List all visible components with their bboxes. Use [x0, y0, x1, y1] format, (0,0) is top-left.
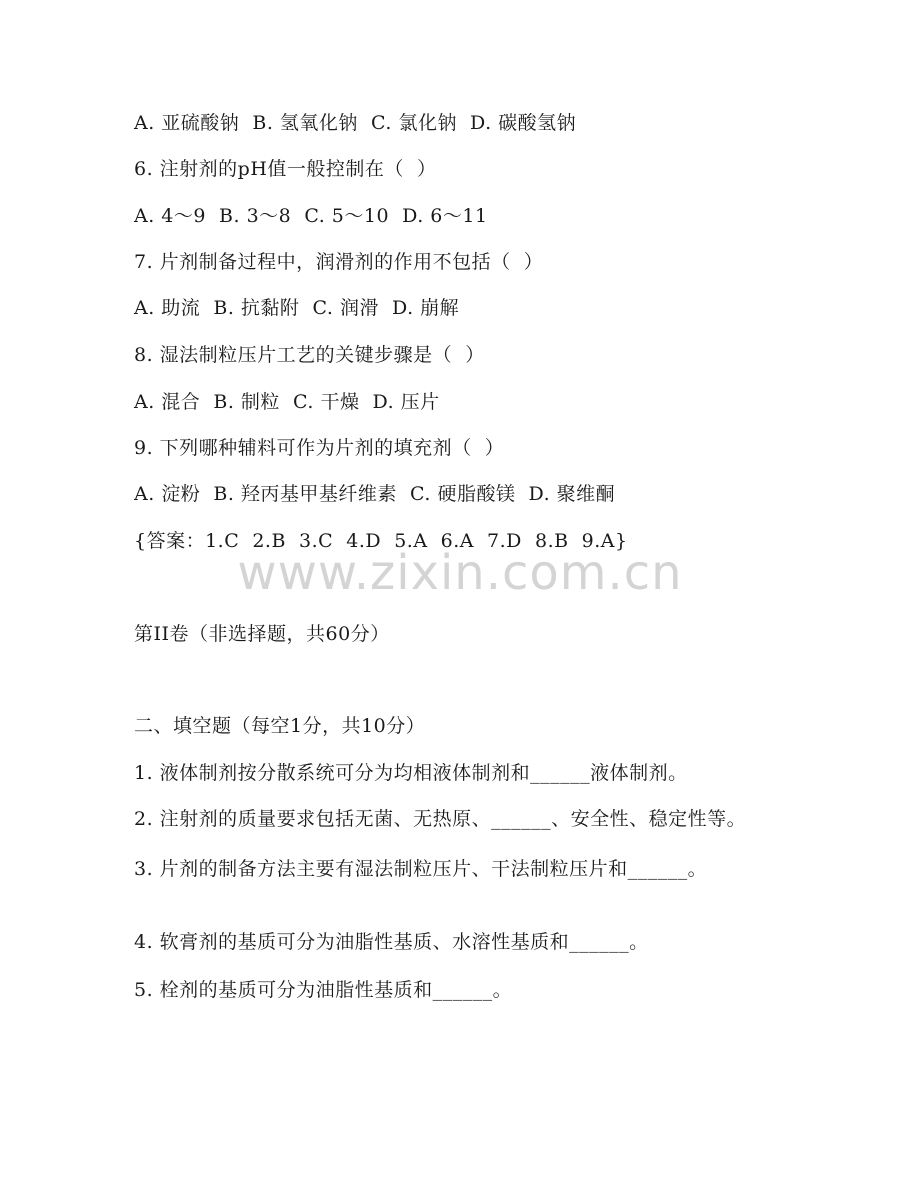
volume-two-title: 第II卷（非选择题，共60分）: [134, 623, 390, 645]
fill-in-heading: 二、填空题（每空1分，共10分）: [134, 715, 426, 737]
fill-in-q3: 3. 片剂的制备方法主要有湿法制粒压片、干法制粒压片和______。: [134, 858, 708, 880]
q7-options: A. 助流 B. 抗黏附 C. 润滑 D. 崩解: [134, 297, 460, 319]
fill-in-q4: 4. 软膏剂的基质可分为油脂性基质、水溶性基质和______。: [134, 931, 649, 953]
fill-in-q5: 5. 栓剂的基质可分为油脂性基质和______。: [134, 979, 513, 1001]
q9-options: A. 淀粉 B. 羟丙基甲基纤维素 C. 硬脂酸镁 D. 聚维酮: [134, 483, 616, 505]
q8-stem: 8. 湿法制粒压片工艺的关键步骤是（ ）: [134, 344, 485, 366]
q9-stem: 9. 下列哪种辅料可作为片剂的填充剂（ ）: [134, 437, 505, 459]
fill-in-q2: 2. 注射剂的质量要求包括无菌、无热原、______、安全性、稳定性等。: [134, 808, 747, 830]
q5-options: A. 亚硫酸钠 B. 氢氧化钠 C. 氯化钠 D. 碳酸氢钠: [134, 112, 577, 134]
q6-stem: 6. 注射剂的pH值一般控制在（ ）: [134, 158, 437, 180]
fill-in-q1: 1. 液体制剂按分散系统可分为均相液体制剂和______液体制剂。: [134, 762, 688, 784]
q6-options: A. 4～9 B. 3～8 C. 5～10 D. 6～11: [134, 205, 488, 227]
answer-key: {答案：1.C 2.B 3.C 4.D 5.A 6.A 7.D 8.B 9.A}: [134, 530, 628, 552]
watermark: www.zixin.com.cn: [237, 545, 683, 601]
q8-options: A. 混合 B. 制粒 C. 干燥 D. 压片: [134, 391, 440, 413]
q7-stem: 7. 片剂制备过程中，润滑剂的作用不包括（ ）: [134, 251, 544, 273]
